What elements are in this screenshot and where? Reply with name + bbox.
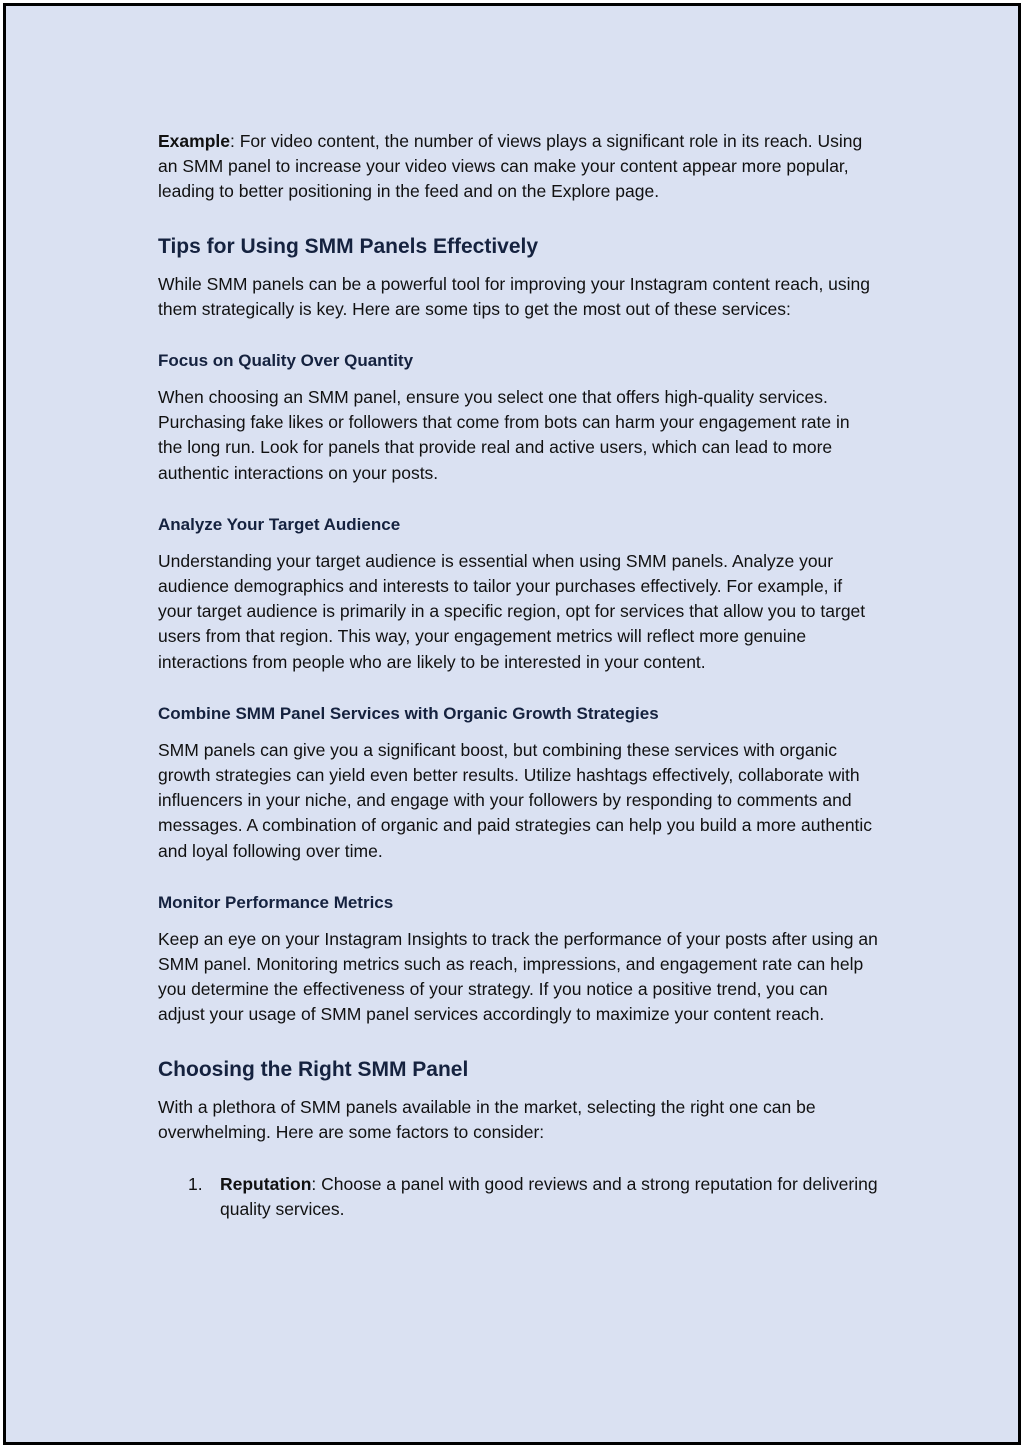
choosing-heading: Choosing the Right SMM Panel (158, 1057, 469, 1081)
tips-heading: Tips for Using SMM Panels Effectively (158, 234, 539, 258)
subheading-audience: Analyze Your Target Audience (158, 514, 401, 534)
example-paragraph (158, 129, 878, 205)
example-label: Example (158, 131, 230, 151)
list-item-text: : Choose a panel with good reviews and a strong reputation for delivering quality services. (220, 1174, 878, 1220)
paragraph-audience: Understanding your target audience is essential when using SMM panels. Analyze your audience demographics and interests to tailor your purchases effectively. For example, if your target audience is primarily in a specific region, opt for services that allow you to target users from that region. This way, your engagement metrics will reflect more genuine interactions from people who are likely to be interested in your content. (158, 550, 866, 672)
list-number: 1. (188, 1174, 203, 1195)
subheading-organic: Combine SMM Panel Services with Organic Growth Strategies (158, 703, 659, 723)
paragraph-quality: When choosing an SMM panel, ensure you select one that offers high-quality services. Purchasing fake likes or followers that come from bots can harm your engagement rate in the long run. Look for panels that provide real and active users, which can lead to more authentic interactions on your posts. (158, 387, 850, 483)
factors-list (158, 1172, 878, 1222)
document-page (3, 3, 1021, 1445)
tips-intro: While SMM panels can be a powerful tool for improving your Instagram content reach, using them strategically is key. Here are some tips to get the most out of these services: (158, 273, 871, 319)
page-content (158, 129, 878, 1222)
choosing-intro: With a plethora of SMM panels available in the market, selecting the right one can be overwhelming. Here are some factors to consider: (158, 1096, 816, 1142)
list-item (158, 1172, 878, 1222)
subheading-quality: Focus on Quality Over Quantity (158, 351, 414, 371)
list-item-label: Reputation (220, 1174, 312, 1195)
paragraph-organic: SMM panels can give you a significant boost, but combining these services with organic growth strategies can yield even better results. Utilize hashtags effectively, collaborate with influencers in your niche, and engage with your followers by responding to comments and messages. A combination of organic and paid strategies can help you build a more authentic and loyal following over time. (158, 739, 873, 861)
example-text: : For video content, the number of views plays a significant role in its reach. Using an SMM panel to increase your video views can make your content appear more popular, leading to better positioning in the feed and on the Explore page. (158, 131, 863, 202)
paragraph-metrics: Keep an eye on your Instagram Insights to track the performance of your posts after using an SMM panel. Monitoring metrics such as reach, impressions, and engagement rate can help you determine the effectiveness of your strategy. If you notice a positive trend, you can adjust your usage of SMM panel services accordingly to maximize your content reach. (158, 928, 878, 1025)
subheading-metrics: Monitor Performance Metrics (158, 892, 394, 912)
